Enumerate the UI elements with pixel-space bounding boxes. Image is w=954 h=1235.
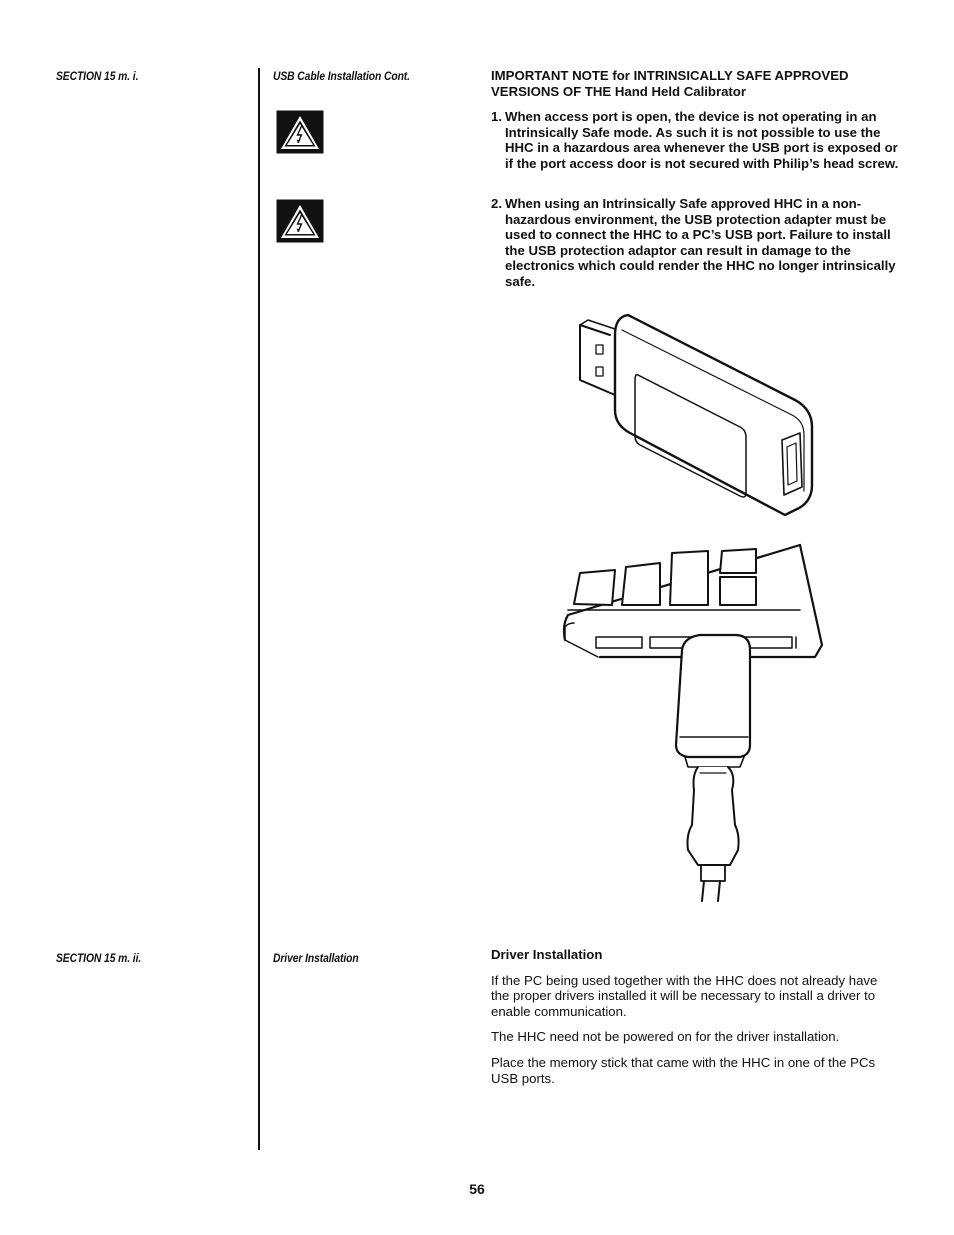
- usb-adapter-illustration: [560, 305, 830, 905]
- list-item-number: 1.: [491, 109, 502, 124]
- driver-installation-heading: Driver Installation: [491, 947, 603, 962]
- list-item-number: 2.: [491, 196, 502, 211]
- section-label: SECTION 15 m. i.: [56, 69, 139, 83]
- driver-installation-content: [491, 947, 891, 1086]
- warning-electrical-hazard-icon: [276, 199, 324, 243]
- note-heading-line-1: IMPORTANT NOTE for INTRINSICALLY SAFE APPROVED: [491, 68, 849, 83]
- section-title: USB Cable Installation Cont.: [273, 69, 410, 83]
- list-item-text: When access port is open, the device is not operating in an Intrinsically Safe mode. As such it is not possible to use the HHC in a hazardous area whenever the USB port is exposed or if the port access door is not secured with Philip’s head screw.: [505, 109, 899, 171]
- list-item: [491, 196, 901, 290]
- page-number: 56: [469, 1181, 485, 1197]
- note-heading-line-2: VERSIONS OF THE Hand Held Calibrator: [491, 83, 746, 99]
- paragraph: Place the memory stick that came with the HHC in one of the PCs USB ports.: [491, 1054, 876, 1086]
- paragraph: If the PC being used together with the HHC does not already have the proper drivers installed it will be necessary to install a driver to enable communication.: [491, 972, 878, 1019]
- list-item-text: When using an Intrinsically Safe approved HHC in a non-hazardous environment, the USB protection adapter must be used to connect the HHC to a PC’s USB port. Failure to install the USB protection adaptor can result in damage to the electronics which could render the HHC no longer intrinsically safe.: [505, 196, 896, 289]
- column-divider: [258, 68, 260, 1150]
- list-item: [491, 109, 901, 171]
- warning-electrical-hazard-icon: [276, 110, 324, 154]
- paragraph: The HHC need not be powered on for the driver installation.: [491, 1029, 840, 1045]
- section-title: Driver Installation: [273, 951, 359, 965]
- section-label: SECTION 15 m. ii.: [56, 951, 142, 965]
- important-note-heading: [491, 68, 911, 99]
